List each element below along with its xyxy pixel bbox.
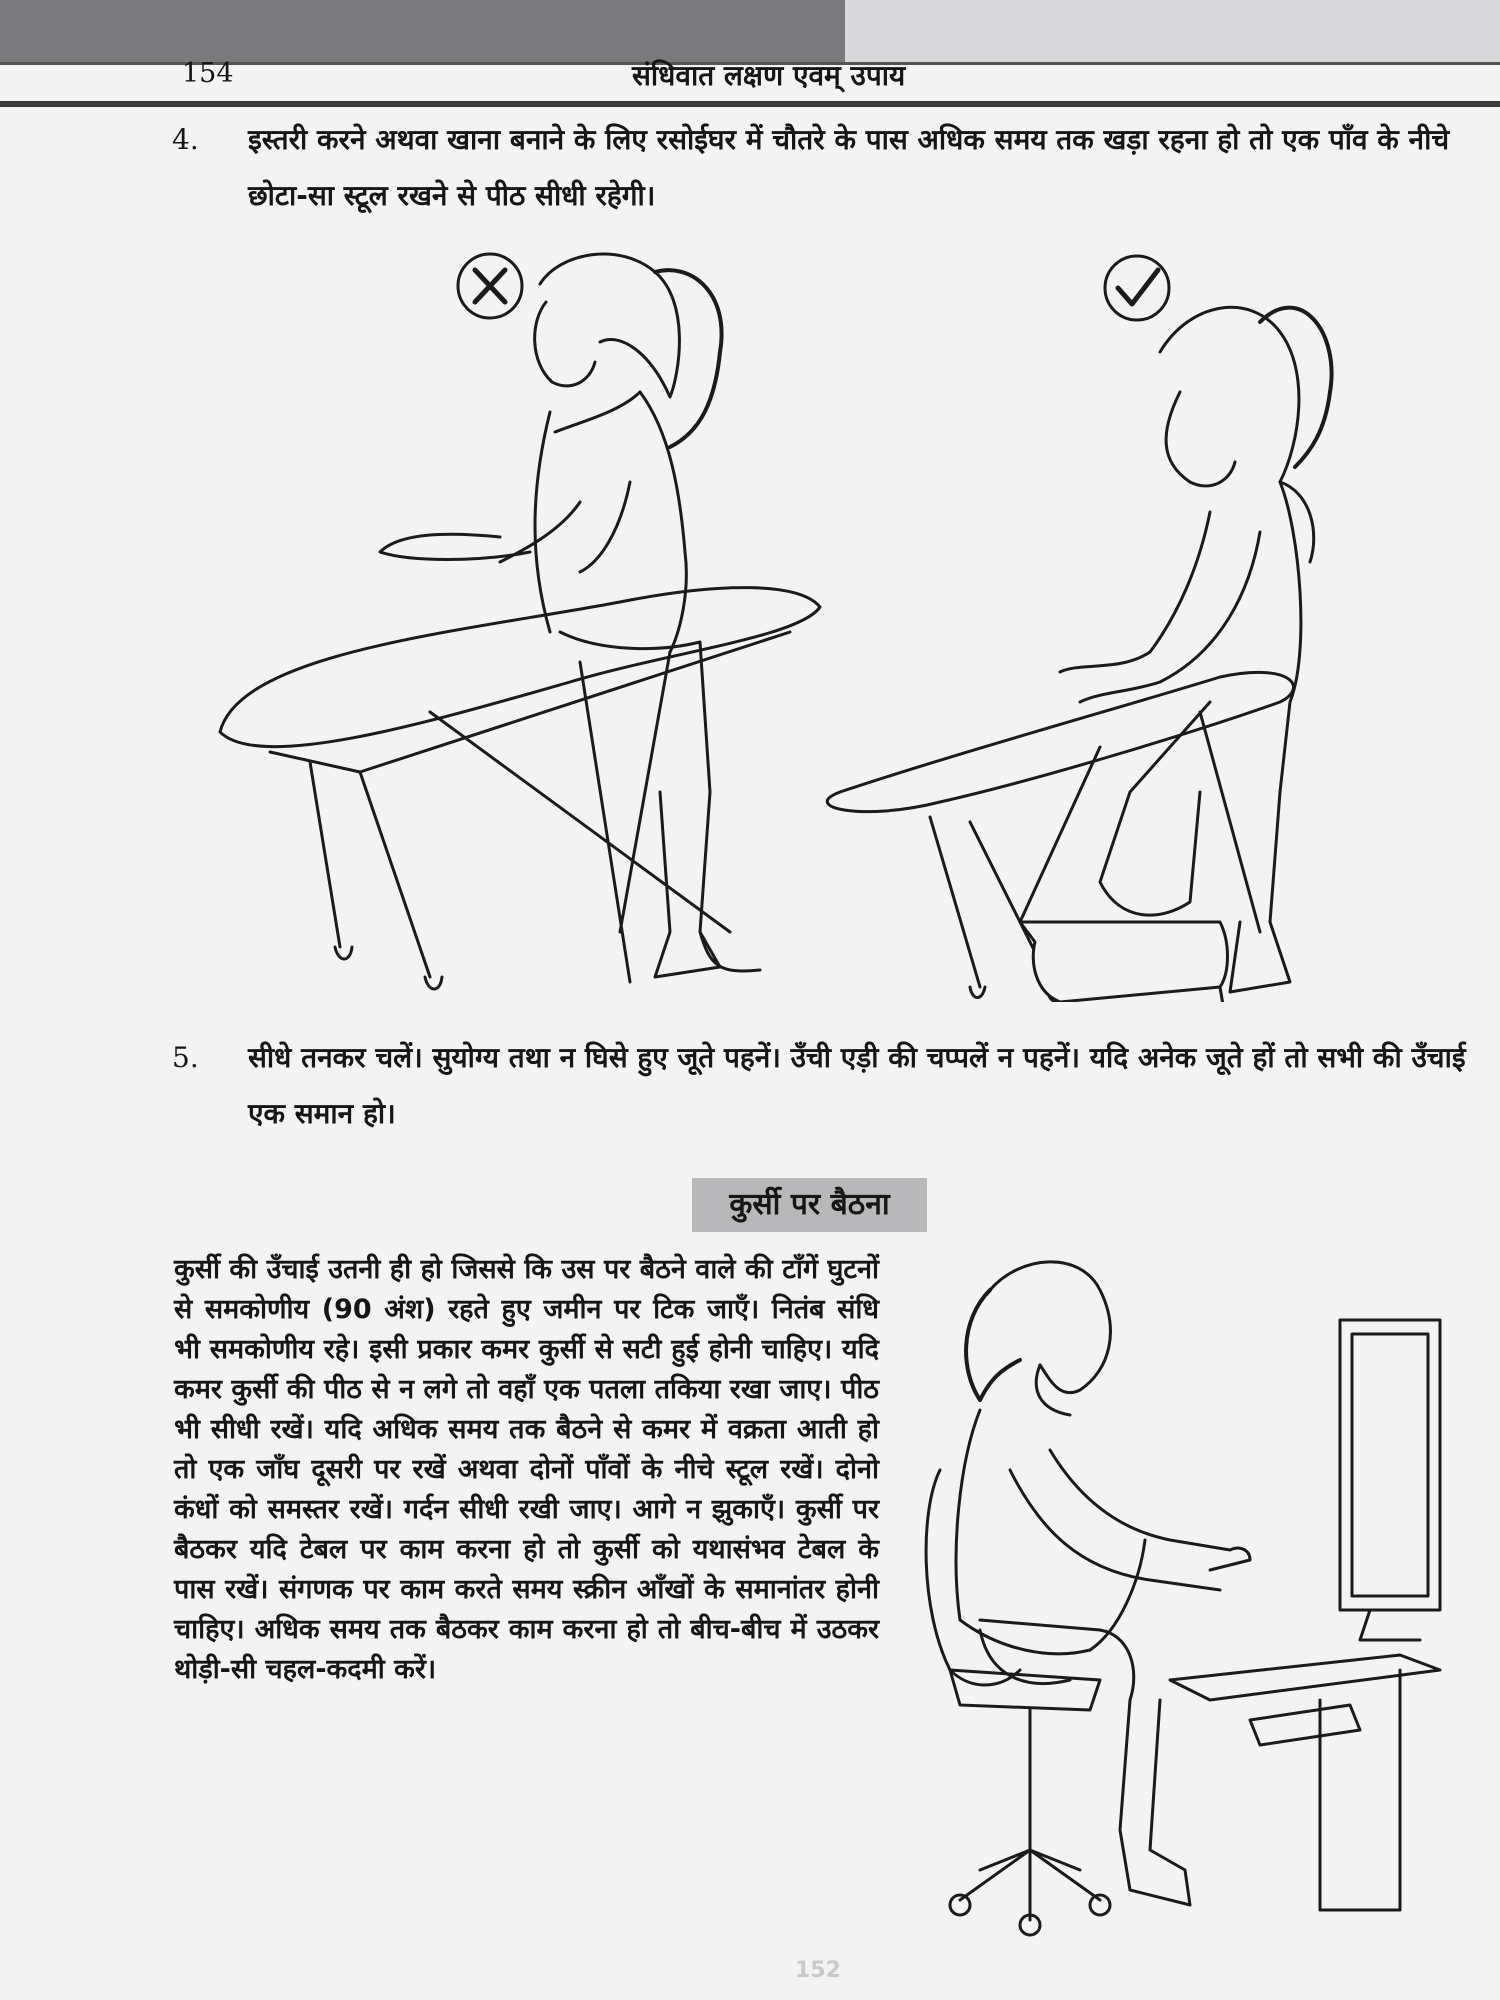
desk <box>1170 1655 1440 1910</box>
seated-woman-figure <box>956 1262 1250 1905</box>
sitting-illustration <box>920 1250 1460 1940</box>
office-chair <box>926 1470 1110 1935</box>
section-heading: कुर्सी पर बैठना <box>692 1178 927 1232</box>
body-paragraph: कुर्सी की उँचाई उतनी ही हो जिससे कि उस पर बैठने वाले की टाँगें घुटनों से समकोणीय (90 अंश) रहते हुए जमीन पर टिक जाएँ। नितंब संधि भी समकोणीय रहे। इसी प्रकार कमर कुर्सी से सटी हुई होनी चाहिए। यदि कमर कुर्सी की पीठ से न लगे तो वहाँ एक पतला तकिया रखा जाए। पीठ भी सीधी रखें। यदि अधिक समय तक बैठने से कमर में वक्रता आती हो तो एक जाँघ दूसरी पर रखें अथवा दोनों पाँवों के नीचे स्टूल रखें। दोनो कंधों को समस्तर रखें। गर्दन सीधी रखी जाए। आगे न झुकाएँ। कुर्सी पर बैठकर यदि टेबल पर काम करना हो तो कुर्सी को यथासंभव टेबल के पास रखें। संगणक पर काम करते समय स्क्रीन आँखों के समानांतर होनी चाहिए। अधिक समय तक बैठकर काम करना हो तो बीच-बीच में उठकर थोड़ी-सी चहल-कदमी करें। <box>174 1254 879 1685</box>
header-band-light <box>845 0 1500 62</box>
right-mark-icon <box>1105 256 1169 320</box>
header-rule-lower <box>0 101 1500 107</box>
bleed-page-number: 152 <box>795 1958 841 1983</box>
ironing-illustration <box>200 232 1340 1002</box>
list-item-text: इस्तरी करने अथवा खाना बनाने के लिए रसोईघर में चौतरे के पास अधिक समय तक खड़ा रहना हो तो एक पाँव के नीचे छोटा-सा स्टूल रखने से पीठ सीधी रहेगी। <box>248 123 1450 212</box>
computer-monitor-icon <box>1340 1320 1440 1640</box>
wrong-posture-figure <box>220 254 820 989</box>
running-title: संधिवात लक्षण एवम् उपाय <box>632 59 906 92</box>
list-item-text: सीधे तनकर चलें। सुयोग्य तथा न घिसे हुए जूते पहनें। उँची एड़ी की चप्पलें न पहनें। यदि अनेक जूते हों तो सभी की उँचाई एक समान हो। <box>248 1041 1466 1130</box>
list-item <box>172 112 1472 224</box>
list-item-number: 4. <box>172 123 199 156</box>
page-number: 154 <box>182 58 234 89</box>
list-item <box>172 1030 1472 1142</box>
list-item-number: 5. <box>172 1041 199 1074</box>
right-posture-figure <box>827 307 1331 1002</box>
wrong-mark-icon <box>458 254 522 318</box>
